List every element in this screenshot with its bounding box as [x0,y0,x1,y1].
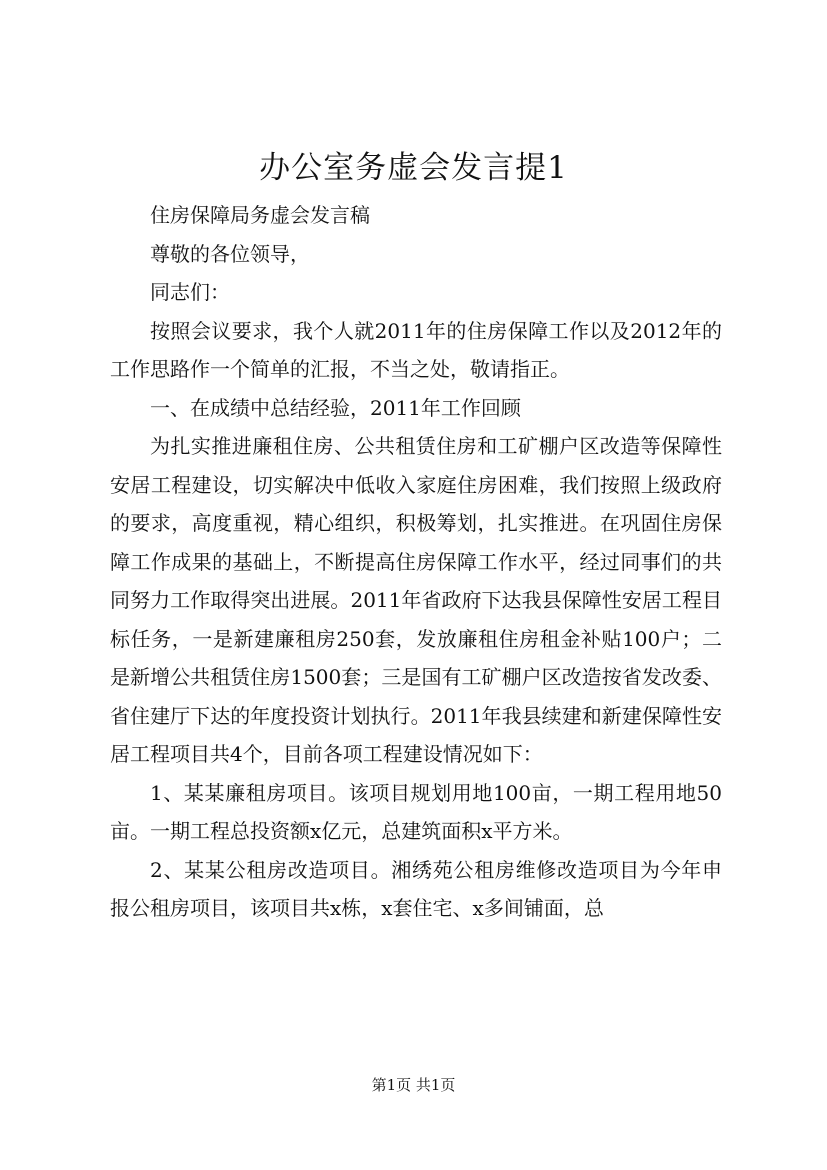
document-body [110,196,722,928]
paragraph-project-1: 1、某某廉租房项目。该项目规划用地100亩，一期工程用地50亩。一期工程总投资额x亿元，总建筑面积x平方米。 [110,780,722,843]
page-footer: 第1页 共1页 [371,1076,456,1094]
paragraph-salutation: 尊敬的各位领导， [150,241,310,266]
paragraph-subtitle: 住房保障局务虚会发言稿 [150,203,370,227]
paragraph-greeting: 同志们： [150,280,230,304]
paragraph-intro: 按照会议要求，我个人就2011年的住房保障工作以及2012年的工作思路作一个简单的汇报，不当之处，敬请指正。 [110,318,722,381]
paragraph-review: 为扎实推进廉租住房、公共租赁住房和工矿棚户区改造等保障性安居工程建设，切实解决中低收入家庭住房困难，我们按照上级政府的要求，高度重视，精心组织，积极筹划，扎实推进。在巩固住房保障工作成果的基础上，不断提高住房保障工作水平，经过同事们的共同努力工作取得突出进展。2011年省政府下达我县保障性安居工程目标任务，一是新建廉租房250套，发放廉租住房租金补贴100户；二是新增公共租赁住房1500套；三是国有工矿棚户区改造按省发改委、省住建厅下达的年度投资计划执行。2011年我县续建和新建保障性安居工程项目共4个，目前各项工程建设情况如下： [110,434,722,766]
paragraph-project-2: 2、某某公租房改造项目。湘绣苑公租房维修改造项目为今年申报公租房项目，该项目共x栋，x套住宅、x多间铺面，总 [110,857,722,920]
document-title: 办公室务虚会发言提1 [259,150,568,186]
paragraph-section-heading: 一、在成绩中总结经验，2011年工作回顾 [150,395,521,420]
